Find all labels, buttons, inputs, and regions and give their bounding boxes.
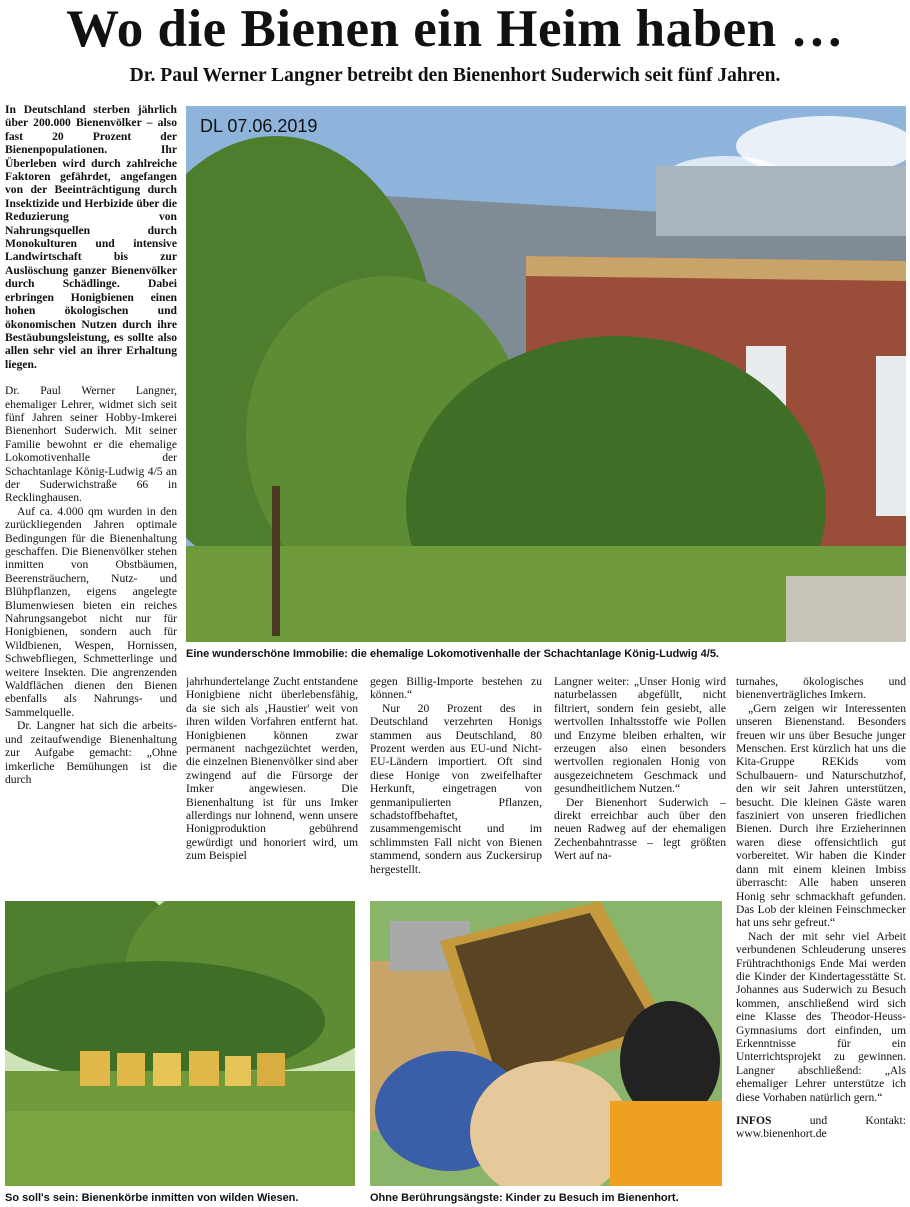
infos-text: und Kontakt: <box>809 1114 906 1127</box>
paragraph: Der Bienenhort Suderwich – direkt erreichbar auch über den neuen Radweg auf der ehemaligen Zechenbahntrasse – legt größten Wert auf na- <box>554 795 726 863</box>
paragraph: gegen Billig-Importe bestehen zu können.“ <box>370 675 542 702</box>
beehives-caption: So soll's sein: Bienenkörbe inmitten von wilden Wiesen. <box>5 1192 299 1204</box>
meadow-illustration <box>5 901 355 1186</box>
infos-label: INFOS <box>736 1114 772 1127</box>
infos-line <box>736 1114 906 1141</box>
paragraph: Auf ca. 4.000 qm wurden in den zurückliegenden Jahren optimale Bedingungen für die Bienenhaltung geschaffen. Die Bienenvölker stehen inmitten von Obstbäumen, Beerensträuchern, Nutz- und Blühpflanzen, eigens angelegte Blumenwiesen bieten ein reiches Nahrungsangebot nicht nur für Honigbienen, sondern auch für Wildbienen, Wespen, Hornissen, Schwebfliegen, Schmetterlinge und weitere Insekten. Die angrenzenden Waldflächen dienen den Bienen ebenfalls als Nahrungs- und Sammelquelle. <box>5 504 177 719</box>
building-illustration <box>186 106 906 642</box>
paragraph: Nur 20 Prozent des in Deutschland verzehrten Honigs stammen aus Deutschland, 80 Prozent werden aus EU-und Nicht-EU-Ländern importiert. Oft sind diese Honige von zweifelhafter Herkunft, eingetragen von genmanipulierten Pflanzen, schadstoffbehaftet, zusammengemischt und im schlimmsten Fall nicht von Bienen stammend, sondern aus Zuckersirup hergestellt. <box>370 701 542 876</box>
column-3 <box>370 675 542 890</box>
column-2 <box>186 675 358 890</box>
paragraph: „Gern zeigen wir Interessenten unseren Bienenstand. Besonders freuen wir uns über Besuche junger Menschen. Erst kürzlich hat uns die Kita-Gruppe REKids vom Schulbauern- und Naturschutzhof, den wir seit Jahren unterstützen, besucht. Die kleinen Gäste waren fasziniert von unseren friedlichen Bienen. Durch ihre Erzieherinnen waren diese offensichtlich gut vorbereitet. Wir haben die Kinder dann mit einem kleinen Imbiss überrascht: Alle haben unseren Honig sehr schmackhaft gefunden. Das Lob der kleinen Feinschmecker hat uns sehr gefreut.“ <box>736 701 906 930</box>
lead-paragraph: In Deutschland sterben jährlich über 200.000 Bienenvölker – also fast 20 Prozent der Bienenpopulationen. Ihr Überleben wird durch zahlreiche Faktoren gefährdet, angefangen von der Beeinträchtigung durch Insektizide und Herbizide über die Reduzierung von Nahrungsquellen durch Monokulturen und intensive Landwirtschaft bis zur Auslöschung ganzer Bienenvölker durch Schädlinge. Dabei erbringen Honigbienen einen hohen ökologischen und ökonomischen Nutzen durch ihre Bestäubungsleistung, es sollte also allen sehr viel an ihrer Erhaltung liegen. <box>5 103 177 371</box>
paragraph: turnahes, ökologisches und bienenverträgliches Imkern. <box>736 675 906 702</box>
children-honeycomb-photo <box>370 901 722 1186</box>
column-5 <box>736 675 906 1200</box>
beehives-meadow-photo <box>5 901 355 1186</box>
paragraph: Langner weiter: „Unser Honig wird naturbelassen abgefüllt, nicht filtriert, sondern fein gesiebt, alle wertvollen Inhaltsstoffe wie Pollen und Enzyme bleiben erhalten, wir erzeugen also einen besonders wertvollen regionalen Honig von ausgezeichnetem Geschmack und gesundheitlichem Nutzen.“ <box>554 675 726 796</box>
paragraph: Dr. Paul Werner Langner, ehemaliger Lehrer, widmet sich seit fünf Jahren seiner Hobby-Imkerei Bienenhort Suderwich. Mit seiner Familie bewohnt er die ehemalige Lokomotivenhalle der Schachtanlage König-Ludwig 4/5 an der Suderwichstraße 66 in Recklinghausen. <box>5 384 177 505</box>
children-caption: Ohne Berührungsängste: Kinder zu Besuch im Bienenhort. <box>370 1192 679 1204</box>
website-link[interactable]: www.bienenhort.de <box>736 1127 827 1141</box>
column-4 <box>554 675 726 890</box>
paragraph: Nach der mit sehr viel Arbeit verbundenen Schleuderung unseres Frühtrachthonigs Ende Mai werden die Kinder der Kindertagesstätte St. Johannes aus Suderwich zu Besuch kommen, anschließend wird sich eine Klasse des Theodor-Heuss-Gymnasiums dort einfinden, um Erkenntnisse für ein Unterrichtsprojekt zu gewinnen. Langner abschließend: „Als ehemaliger Lehrer unterstütze ich diese Vorhaben natürlich gern.“ <box>736 929 906 1104</box>
headline: Wo die Bienen ein Heim haben … <box>66 0 844 58</box>
children-illustration <box>370 901 722 1186</box>
paragraph: jahrhundertelange Zucht entstandene Honigbiene nicht überlebensfähig, da sie sich als ‚Haustier' weit von ihren wilden Vorfahren entfernt hat. Honigbienen können zwar permanent nachgezüchtet werden, die einzelnen Bienenvölker sind aber zwingend auf die Fürsorge der Imker angewiesen. Die Bienenhaltung ist für uns Imker allerdings nur lohnend, wenn unsere Honigproduktion gebührend gewürdigt und honoriert wird, um zum Beispiel <box>186 675 358 863</box>
main-photo-locomotive-hall <box>186 106 906 642</box>
column-1 <box>5 103 177 895</box>
paragraph: Dr. Langner hat sich die arbeits- und zeitaufwendige Bienenhaltung zur Aufgabe gemacht: „Ohne imkerliche Bemühungen ist die durch <box>5 719 177 786</box>
date-stamp: DL 07.06.2019 <box>200 116 318 136</box>
main-photo-caption: Eine wunderschöne Immobilie: die ehemalige Lokomotivenhalle der Schachtanlage König-Ludwig 4/5. <box>186 648 719 660</box>
subheadline: Dr. Paul Werner Langner betreibt den Bienenhort Suderwich seit fünf Jahren. <box>129 65 781 86</box>
